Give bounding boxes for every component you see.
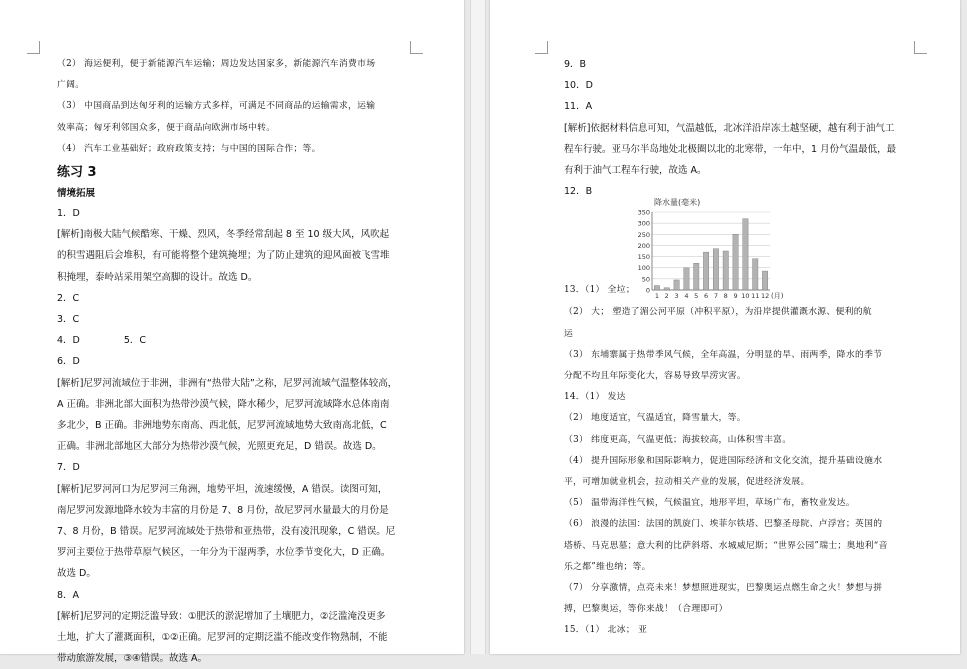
corner-mark	[914, 41, 927, 54]
text-line: 广阔。	[57, 80, 85, 91]
text-line: 故选 D。	[57, 568, 96, 580]
text-line: 塔桥、马克思墓；意大利的比萨斜塔、水城威尼斯；“世界公园”瑞士；奥地利“音	[564, 540, 888, 551]
x-axis-label: (月)	[771, 292, 784, 301]
text-line: （5） 温带海洋性气候，气候温宜，地形平坦，草场广布，畜牧业发达。	[564, 498, 855, 509]
y-tick-label: 0	[645, 286, 650, 295]
y-tick-label: 350	[637, 208, 650, 217]
text-line	[57, 330, 407, 351]
text-line: 有利于油气工程车行驶，故选 A。	[564, 165, 707, 177]
bar	[694, 264, 699, 291]
text-line: 搏，巴黎奥运，等你来战！（合理即可）	[564, 604, 728, 615]
text-line: 正确。非洲北部地区大部分为热带沙漠气候，光照更充足，D 错误。故选 D。	[57, 441, 382, 453]
text-line: A 正确。非洲北部大面积为热带沙漠气候，降水稀少，尼罗河流域降水总体南南	[57, 398, 390, 410]
x-tick-label: 12	[760, 292, 770, 301]
text-line: [解析]南极大陆气候酷寒、干燥、烈风，冬季经常刮起 8 至 10 级大风，风吹起	[57, 229, 390, 241]
text-line: （2） 大； 塑造了湄公河平原（冲积平原），为沿岸提供灌溉水源、便利的航	[564, 307, 872, 318]
bar	[762, 271, 767, 290]
text-line: （3） 纬度更高，气温更低；海拔较高，山体积雪丰富。	[564, 434, 792, 445]
text-line: （7） 分享激情，点亮未来！梦想照进现实，巴黎奥运点燃生命之火！梦想与拼	[564, 583, 883, 594]
x-tick-label: 7	[713, 292, 718, 301]
text-line: [解析]尼罗河河口为尼罗河三角洲，地势平坦，流速缓慢，A 错误。读图可知，	[57, 483, 388, 495]
x-tick-label: 5	[694, 292, 699, 301]
page-gutter	[470, 0, 486, 654]
y-tick-label: 50	[641, 275, 650, 284]
bar	[684, 268, 689, 290]
bar	[733, 235, 738, 291]
text-line: （4） 汽车工业基础好；政府政策支持；与中国的国际合作；等。	[57, 143, 321, 154]
text-line: 分配不均且年际变化大，容易导致旱涝灾害。	[564, 371, 746, 382]
text-line: [解析]尼罗河的定期泛滥导致：①肥沃的淤泥增加了土壤肥力，②泛滥淹没更多	[57, 610, 386, 622]
answer-item: 5．C	[123, 335, 147, 347]
text-line: [解析]尼罗河流域位于非洲，非洲有“热带大陆”之称，尼罗河流域气温整体较高，	[57, 377, 398, 389]
x-tick-label: 6	[704, 292, 709, 301]
text-line: 7．D	[57, 462, 80, 474]
text-line: 8．A	[57, 589, 80, 601]
text-line: 南尼罗河发源地降水较为丰富的月份是 7、8 月份，故尼罗河水量最大的月份是	[57, 504, 389, 516]
y-tick-label: 250	[637, 231, 650, 240]
text-line: 运	[564, 328, 574, 339]
text-line: 积掩埋，泰岭站采用架空高脚的设计。故选 D。	[57, 271, 258, 283]
chart-title: 降水量(毫米)	[654, 198, 701, 208]
text-line: 多北少，B 正确。非洲地势东南高、西北低，尼罗河流域地势大致南高北低，C	[57, 420, 387, 432]
bar	[753, 259, 758, 290]
left-page	[0, 0, 464, 665]
y-tick-label: 150	[637, 253, 650, 262]
bar	[743, 219, 748, 290]
x-tick-label: 8	[723, 292, 728, 301]
text-line: （2） 地度适宜，气温适宜，降雪量大，等。	[564, 413, 746, 424]
text-line: （3） 东埔寨属于热带季风气候，全年高温，分明显的旱、雨两季，降水的季节	[564, 349, 883, 360]
text-line: （3） 中国商品到达匈牙利的运输方式多样，可满足不同商品的运输需求，运输	[57, 101, 376, 112]
corner-mark	[535, 41, 548, 54]
x-tick-label: 2	[664, 292, 669, 301]
x-tick-label: 4	[684, 292, 689, 301]
text-line: 3．C	[57, 314, 80, 326]
text-line: 的积雪遇阻后会堆积，有可能将整个建筑掩埋；为了防止建筑的迎风面被飞雪堆	[57, 250, 390, 262]
corner-mark	[27, 41, 40, 54]
corner-mark	[410, 41, 423, 54]
text-line: 10．D	[564, 80, 593, 92]
y-tick-label: 200	[637, 242, 650, 251]
left-content	[57, 54, 407, 669]
text-line: 9．B	[564, 59, 587, 70]
text-line: 14．（1） 发达	[564, 392, 626, 403]
right-page	[490, 0, 960, 654]
text-line: 程车行驶。亚马尔半岛地处北极圈以北的北寒带，一年中，1 月份气温最低，最	[564, 143, 897, 155]
x-tick-label: 10	[741, 292, 750, 301]
bar	[713, 249, 718, 290]
text-line: （4） 提升国际形象和国际影响力，促进国际经济和文化交流，提升基础设施水	[564, 455, 883, 466]
section-heading: 练习 3	[57, 165, 97, 181]
text-line: 土地，扩大了灌溉面积，①②正确。尼罗河的定期泛滥不能改变作物熟制，不能	[57, 632, 388, 644]
x-tick-label: 11	[751, 292, 760, 301]
right-content	[564, 54, 914, 642]
text-line: 12．B	[564, 186, 593, 198]
bar	[664, 288, 669, 290]
text-line: 平，可增加就业机会，拉动相关产业的发展，促进经济发展。	[564, 477, 810, 488]
text-line: 15．（1） 北冰； 亚	[564, 625, 648, 636]
bar	[654, 286, 659, 290]
text-line: 13．（1） 全垃；	[564, 285, 635, 296]
text-line: 乐之都”维也纳；等。	[564, 561, 651, 572]
section-subheading: 情境拓展	[57, 188, 96, 200]
text-line: 7、8 月份，B 错误。尼罗河流域处于热带和亚热带，没有凌汛现象，C 错误。尼	[57, 526, 396, 538]
text-line: [解析]依据材料信息可知，气温越低，北冰洋沿岸冻土越坚硬，越有利于油气工	[564, 122, 895, 134]
bar	[723, 251, 728, 290]
precipitation-chart	[628, 196, 808, 306]
text-line: 1．D	[57, 208, 80, 220]
text-line: 带动旅游发展，③④错误。故选 A。	[57, 653, 208, 665]
text-line: 11．A	[564, 101, 593, 113]
x-tick-label: 9	[733, 292, 738, 301]
y-tick-label: 300	[637, 220, 650, 229]
text-line: 6．D	[57, 356, 80, 368]
text-line: （6） 浪漫的法国：法国的凯旋门、埃菲尔铁塔、巴黎圣母院、卢浮宫；英国的	[564, 519, 883, 530]
text-line: 效率高；匈牙利邻国众多，便于商品向欧洲市场中转。	[57, 122, 276, 133]
bar	[674, 280, 679, 290]
x-tick-label: 1	[654, 292, 659, 301]
text-line: （2） 海运便利，便于新能源汽车运输；周边发达国家多，新能源汽车消费市场	[57, 59, 376, 69]
answer-item: 4．D	[57, 335, 80, 347]
text-line: 2．C	[57, 292, 80, 304]
x-tick-label: 3	[674, 292, 679, 301]
text-line: 罗河主要位于热带草原气候区，一年分为干湿两季，水位季节变化大，D 正确。	[57, 547, 391, 559]
bar	[703, 253, 708, 291]
y-tick-label: 100	[637, 264, 650, 273]
chart-row	[564, 198, 914, 302]
